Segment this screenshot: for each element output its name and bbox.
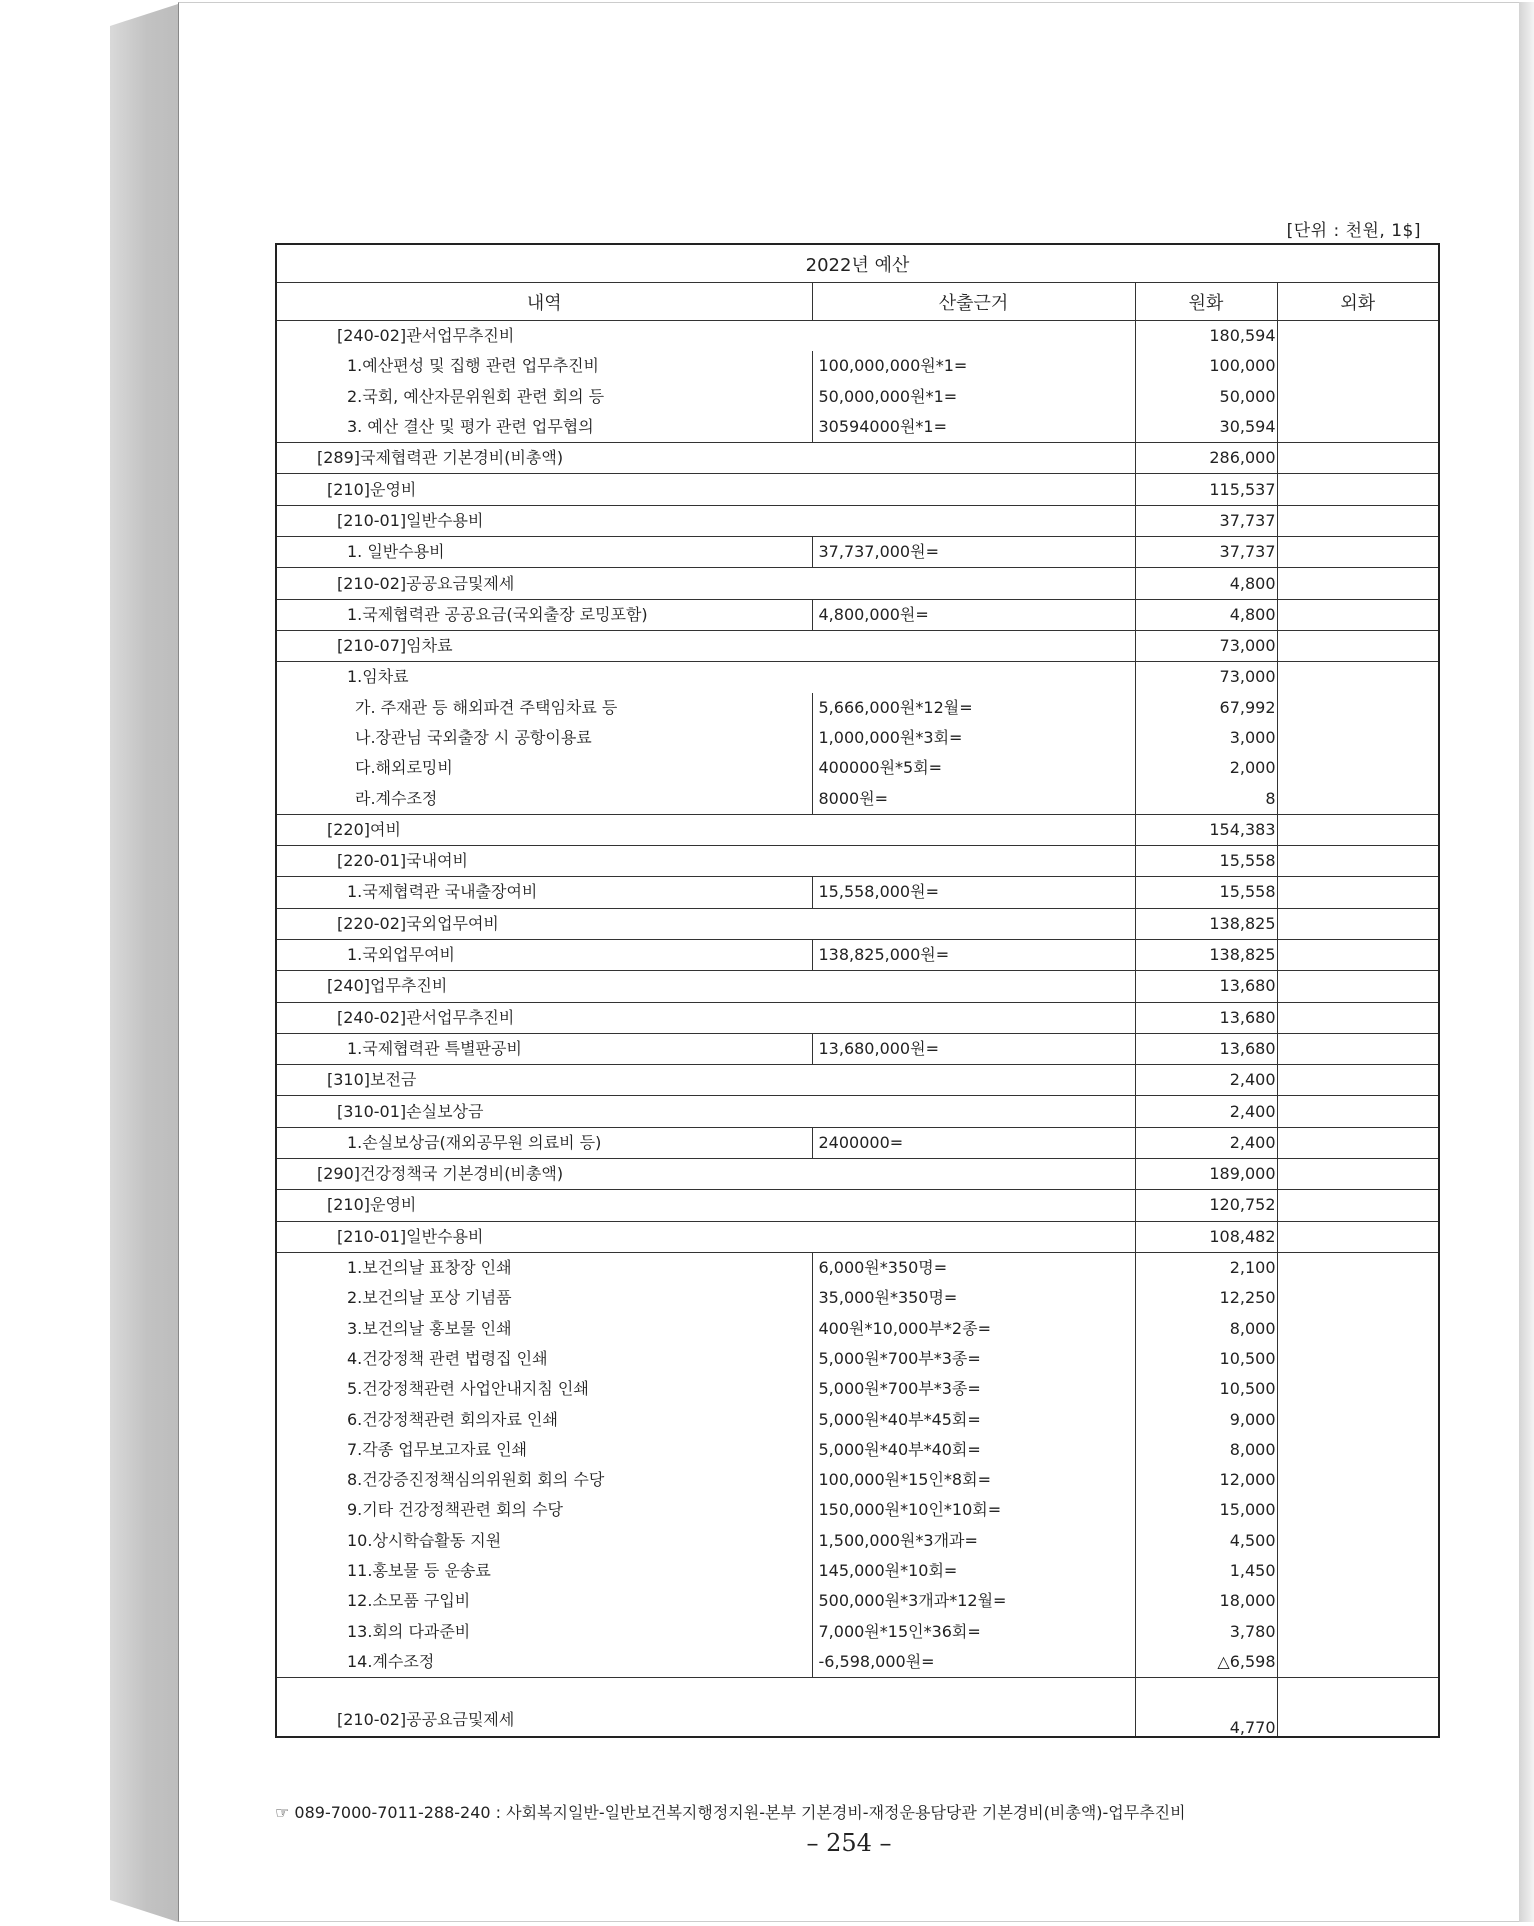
basis-cell: 37,737,000원=	[812, 537, 1135, 568]
basis-cell: 5,000원*40부*40회=	[812, 1435, 1135, 1465]
krw-cell: 2,400	[1135, 1065, 1277, 1096]
foreign-cell	[1277, 412, 1439, 443]
table-row	[276, 1096, 1439, 1127]
item-cell: [210]운영비	[276, 474, 1135, 505]
krw-cell: 12,250	[1135, 1283, 1277, 1313]
item-cell: [289]국제협력관 기본경비(비총액)	[276, 443, 1135, 474]
krw-cell: 8	[1135, 783, 1277, 814]
basis-cell: 150,000원*10인*10회=	[812, 1495, 1135, 1525]
foreign-cell	[1277, 1556, 1439, 1586]
basis-cell: 15,558,000원=	[812, 877, 1135, 908]
table-row	[276, 877, 1439, 908]
foreign-cell	[1277, 971, 1439, 1002]
table-row	[276, 783, 1439, 814]
item-cell: 1.국제협력관 국내출장여비	[276, 877, 812, 908]
foreign-cell	[1277, 1526, 1439, 1556]
item-cell: 10.상시학습활동 지원	[276, 1526, 812, 1556]
foreign-cell	[1277, 1435, 1439, 1465]
krw-cell: 37,737	[1135, 537, 1277, 568]
item-cell: [210-01]일반수용비	[276, 1221, 1135, 1252]
item-cell: 3.보건의날 홍보물 인쇄	[276, 1314, 812, 1344]
basis-cell: 138,825,000원=	[812, 939, 1135, 970]
foreign-cell	[1277, 1344, 1439, 1374]
foreign-cell	[1277, 1465, 1439, 1495]
table-row	[276, 351, 1439, 381]
table-row	[276, 1065, 1439, 1096]
item-cell: 2.보건의날 포상 기념품	[276, 1283, 812, 1313]
basis-cell: 400원*10,000부*2종=	[812, 1314, 1135, 1344]
item-cell: 1.임차료	[276, 662, 1135, 693]
basis-cell: 30594000원*1=	[812, 412, 1135, 443]
table-row	[276, 382, 1439, 412]
basis-cell: 100,000,000원*1=	[812, 351, 1135, 381]
basis-cell: 8000원=	[812, 783, 1135, 814]
basis-cell: 5,000원*700부*3종=	[812, 1374, 1135, 1404]
krw-cell: 8,000	[1135, 1435, 1277, 1465]
foreign-cell	[1277, 443, 1439, 474]
basis-cell: 7,000원*15인*36회=	[812, 1616, 1135, 1646]
item-cell: 다.해외로밍비	[276, 753, 812, 783]
document-page	[178, 2, 1519, 1922]
table-row	[276, 693, 1439, 723]
item-cell: 12.소모품 구입비	[276, 1586, 812, 1616]
table-body	[276, 321, 1439, 1738]
table-row	[276, 939, 1439, 970]
foreign-cell	[1277, 1314, 1439, 1344]
item-cell: 7.각종 업무보고자료 인쇄	[276, 1435, 812, 1465]
foreign-cell	[1277, 1221, 1439, 1252]
item-cell: [210-02]공공요금및제세	[276, 568, 1135, 599]
foreign-cell	[1277, 1374, 1439, 1404]
foreign-cell	[1277, 599, 1439, 630]
table-row	[276, 1495, 1439, 1525]
item-cell: 1.국제협력관 특별판공비	[276, 1033, 812, 1064]
foreign-cell	[1277, 1404, 1439, 1434]
item-cell: 나.장관님 국외출장 시 공항이용료	[276, 723, 812, 753]
header-krw: 원화	[1135, 283, 1277, 321]
krw-cell: 15,000	[1135, 1495, 1277, 1525]
page-edge-shadow	[1518, 2, 1534, 1922]
krw-cell: 12,000	[1135, 1465, 1277, 1495]
krw-cell: 2,400	[1135, 1127, 1277, 1158]
basis-cell: 400000원*5회=	[812, 753, 1135, 783]
basis-cell: 5,666,000원*12월=	[812, 693, 1135, 723]
foreign-cell	[1277, 351, 1439, 381]
foreign-cell	[1277, 939, 1439, 970]
krw-cell: 2,400	[1135, 1096, 1277, 1127]
item-cell: 2.국회, 예산자문위원회 관련 회의 등	[276, 382, 812, 412]
foreign-cell	[1277, 1190, 1439, 1221]
table-row	[276, 723, 1439, 753]
table-row	[276, 1404, 1439, 1434]
table-title: 2022년 예산	[276, 244, 1439, 283]
book-spine-edge	[110, 4, 178, 1922]
krw-cell: 154,383	[1135, 814, 1277, 845]
table-row	[276, 1252, 1439, 1283]
table-row	[276, 1314, 1439, 1344]
foreign-cell	[1277, 1252, 1439, 1283]
foreign-cell	[1277, 662, 1439, 693]
krw-cell: 286,000	[1135, 443, 1277, 474]
table-row	[276, 505, 1439, 536]
foreign-cell	[1277, 846, 1439, 877]
table-row	[276, 1283, 1439, 1313]
basis-cell: 145,000원*10회=	[812, 1556, 1135, 1586]
table-row	[276, 630, 1439, 661]
item-cell: [310]보전금	[276, 1065, 1135, 1096]
foreign-cell	[1277, 753, 1439, 783]
table-row	[276, 412, 1439, 443]
item-cell: 1.손실보상금(재외공무원 의료비 등)	[276, 1127, 812, 1158]
krw-cell: 10,500	[1135, 1344, 1277, 1374]
page-number: – 254 –	[806, 1829, 892, 1857]
table-row	[276, 1002, 1439, 1033]
table-row	[276, 321, 1439, 352]
krw-cell: 100,000	[1135, 351, 1277, 381]
foreign-cell	[1277, 1678, 1439, 1738]
krw-cell: 73,000	[1135, 662, 1277, 693]
foreign-cell	[1277, 1033, 1439, 1064]
table-row	[276, 908, 1439, 939]
item-cell: [290]건강정책국 기본경비(비총액)	[276, 1159, 1135, 1190]
krw-cell: 108,482	[1135, 1221, 1277, 1252]
foreign-cell	[1277, 630, 1439, 661]
foreign-cell	[1277, 1065, 1439, 1096]
table-row	[276, 1127, 1439, 1158]
foreign-cell	[1277, 321, 1439, 352]
table-row	[276, 1344, 1439, 1374]
foreign-cell	[1277, 1616, 1439, 1646]
item-cell: 가. 주재관 등 해외파견 주택임차료 등	[276, 693, 812, 723]
foreign-cell	[1277, 382, 1439, 412]
item-cell: 1. 일반수용비	[276, 537, 812, 568]
foreign-cell	[1277, 1002, 1439, 1033]
table-row	[276, 753, 1439, 783]
header-item: 내역	[276, 283, 812, 321]
krw-cell: 37,737	[1135, 505, 1277, 536]
item-cell: 라.계수조정	[276, 783, 812, 814]
basis-cell: 35,000원*350명=	[812, 1283, 1135, 1313]
foreign-cell	[1277, 783, 1439, 814]
item-cell: [240-02]관서업무추진비	[276, 321, 1135, 352]
table-row	[276, 1465, 1439, 1495]
item-cell: 14.계수조정	[276, 1647, 812, 1678]
table-row	[276, 814, 1439, 845]
krw-cell: 4,800	[1135, 599, 1277, 630]
item-cell: 1.보건의날 표창장 인쇄	[276, 1252, 812, 1283]
table-row	[276, 599, 1439, 630]
table-row	[276, 1616, 1439, 1646]
krw-cell: 13,680	[1135, 1033, 1277, 1064]
item-cell: 1.예산편성 및 집행 관련 업무추진비	[276, 351, 812, 381]
krw-cell: 8,000	[1135, 1314, 1277, 1344]
item-cell: [240-02]관서업무추진비	[276, 1002, 1135, 1033]
basis-cell: 2400000=	[812, 1127, 1135, 1158]
table-row	[276, 1033, 1439, 1064]
krw-cell: 15,558	[1135, 877, 1277, 908]
item-cell: 5.건강정책관련 사업안내지침 인쇄	[276, 1374, 812, 1404]
krw-cell: 4,770	[1135, 1678, 1277, 1738]
basis-cell: 13,680,000원=	[812, 1033, 1135, 1064]
krw-cell: 4,500	[1135, 1526, 1277, 1556]
item-cell: 4.건강정책 관련 법령집 인쇄	[276, 1344, 812, 1374]
table-row	[276, 1221, 1439, 1252]
foreign-cell	[1277, 814, 1439, 845]
item-cell: 8.건강증진정책심의위원회 회의 수당	[276, 1465, 812, 1495]
foreign-cell	[1277, 505, 1439, 536]
table-row	[276, 474, 1439, 505]
foreign-cell	[1277, 723, 1439, 753]
table-row	[276, 1586, 1439, 1616]
krw-cell: 18,000	[1135, 1586, 1277, 1616]
item-cell: 9.기타 건강정책관련 회의 수당	[276, 1495, 812, 1525]
krw-cell: 73,000	[1135, 630, 1277, 661]
krw-cell: 30,594	[1135, 412, 1277, 443]
krw-cell: 2,000	[1135, 753, 1277, 783]
item-cell: 13.회의 다과준비	[276, 1616, 812, 1646]
basis-cell: 5,000원*700부*3종=	[812, 1344, 1135, 1374]
krw-cell: △6,598	[1135, 1647, 1277, 1678]
krw-cell: 15,558	[1135, 846, 1277, 877]
foreign-cell	[1277, 1159, 1439, 1190]
krw-cell: 13,680	[1135, 971, 1277, 1002]
item-cell: [220]여비	[276, 814, 1135, 845]
header-foreign: 외화	[1277, 283, 1439, 321]
basis-cell: -6,598,000원=	[812, 1647, 1135, 1678]
foreign-cell	[1277, 474, 1439, 505]
table-row	[276, 568, 1439, 599]
foreign-cell	[1277, 1127, 1439, 1158]
krw-cell: 189,000	[1135, 1159, 1277, 1190]
table-row	[276, 1678, 1439, 1738]
foreign-cell	[1277, 1647, 1439, 1678]
krw-cell: 9,000	[1135, 1404, 1277, 1434]
item-cell: 1.국제협력관 공공요금(국외출장 로밍포함)	[276, 599, 812, 630]
basis-cell: 50,000,000원*1=	[812, 382, 1135, 412]
table-row	[276, 1374, 1439, 1404]
basis-cell: 1,000,000원*3회=	[812, 723, 1135, 753]
table-row	[276, 971, 1439, 1002]
table-row	[276, 1190, 1439, 1221]
krw-cell: 13,680	[1135, 1002, 1277, 1033]
foreign-cell	[1277, 537, 1439, 568]
item-cell: [210-07]임차료	[276, 630, 1135, 661]
krw-cell: 120,752	[1135, 1190, 1277, 1221]
budget-table	[275, 243, 1440, 1738]
footnote: ☞ 089-7000-7011-288-240 : 사회복지일반-일반보건복지행정지원-본부 기본경비-재정운용담당관 기본경비(비총액)-업무추진비	[275, 1803, 1186, 1822]
krw-cell: 180,594	[1135, 321, 1277, 352]
item-cell: [220-02]국외업무여비	[276, 908, 1135, 939]
item-cell: [220-01]국내여비	[276, 846, 1135, 877]
item-cell: [210-01]일반수용비	[276, 505, 1135, 536]
table-row	[276, 537, 1439, 568]
krw-cell: 1,450	[1135, 1556, 1277, 1586]
krw-cell: 4,800	[1135, 568, 1277, 599]
item-cell: [210-02]공공요금및제세	[276, 1678, 1135, 1738]
item-cell: 1.국외업무여비	[276, 939, 812, 970]
item-cell: 3. 예산 결산 및 평가 관련 업무협의	[276, 412, 812, 443]
foreign-cell	[1277, 877, 1439, 908]
krw-cell: 50,000	[1135, 382, 1277, 412]
table-row	[276, 1526, 1439, 1556]
header-basis: 산출근거	[812, 283, 1135, 321]
table-row	[276, 662, 1439, 693]
table-row	[276, 1556, 1439, 1586]
item-cell: [310-01]손실보상금	[276, 1096, 1135, 1127]
krw-cell: 67,992	[1135, 693, 1277, 723]
krw-cell: 138,825	[1135, 939, 1277, 970]
item-cell: [240]업무추진비	[276, 971, 1135, 1002]
krw-cell: 138,825	[1135, 908, 1277, 939]
foreign-cell	[1277, 693, 1439, 723]
table-row	[276, 1647, 1439, 1678]
krw-cell: 3,780	[1135, 1616, 1277, 1646]
krw-cell: 3,000	[1135, 723, 1277, 753]
foreign-cell	[1277, 1096, 1439, 1127]
table-row	[276, 1435, 1439, 1465]
item-cell: [210]운영비	[276, 1190, 1135, 1221]
basis-cell: 500,000원*3개과*12월=	[812, 1586, 1135, 1616]
basis-cell: 5,000원*40부*45회=	[812, 1404, 1135, 1434]
krw-cell: 115,537	[1135, 474, 1277, 505]
basis-cell: 1,500,000원*3개과=	[812, 1526, 1135, 1556]
item-cell: 11.홍보물 등 운송료	[276, 1556, 812, 1586]
basis-cell: 6,000원*350명=	[812, 1252, 1135, 1283]
table-row	[276, 1159, 1439, 1190]
foreign-cell	[1277, 1495, 1439, 1525]
table-row	[276, 846, 1439, 877]
unit-label: [단위 : 천원, 1$]	[1286, 221, 1421, 241]
krw-cell: 2,100	[1135, 1252, 1277, 1283]
basis-cell: 100,000원*15인*8회=	[812, 1465, 1135, 1495]
item-cell: 6.건강정책관련 회의자료 인쇄	[276, 1404, 812, 1434]
krw-cell: 10,500	[1135, 1374, 1277, 1404]
foreign-cell	[1277, 908, 1439, 939]
basis-cell: 4,800,000원=	[812, 599, 1135, 630]
table-row	[276, 443, 1439, 474]
foreign-cell	[1277, 568, 1439, 599]
foreign-cell	[1277, 1283, 1439, 1313]
foreign-cell	[1277, 1586, 1439, 1616]
